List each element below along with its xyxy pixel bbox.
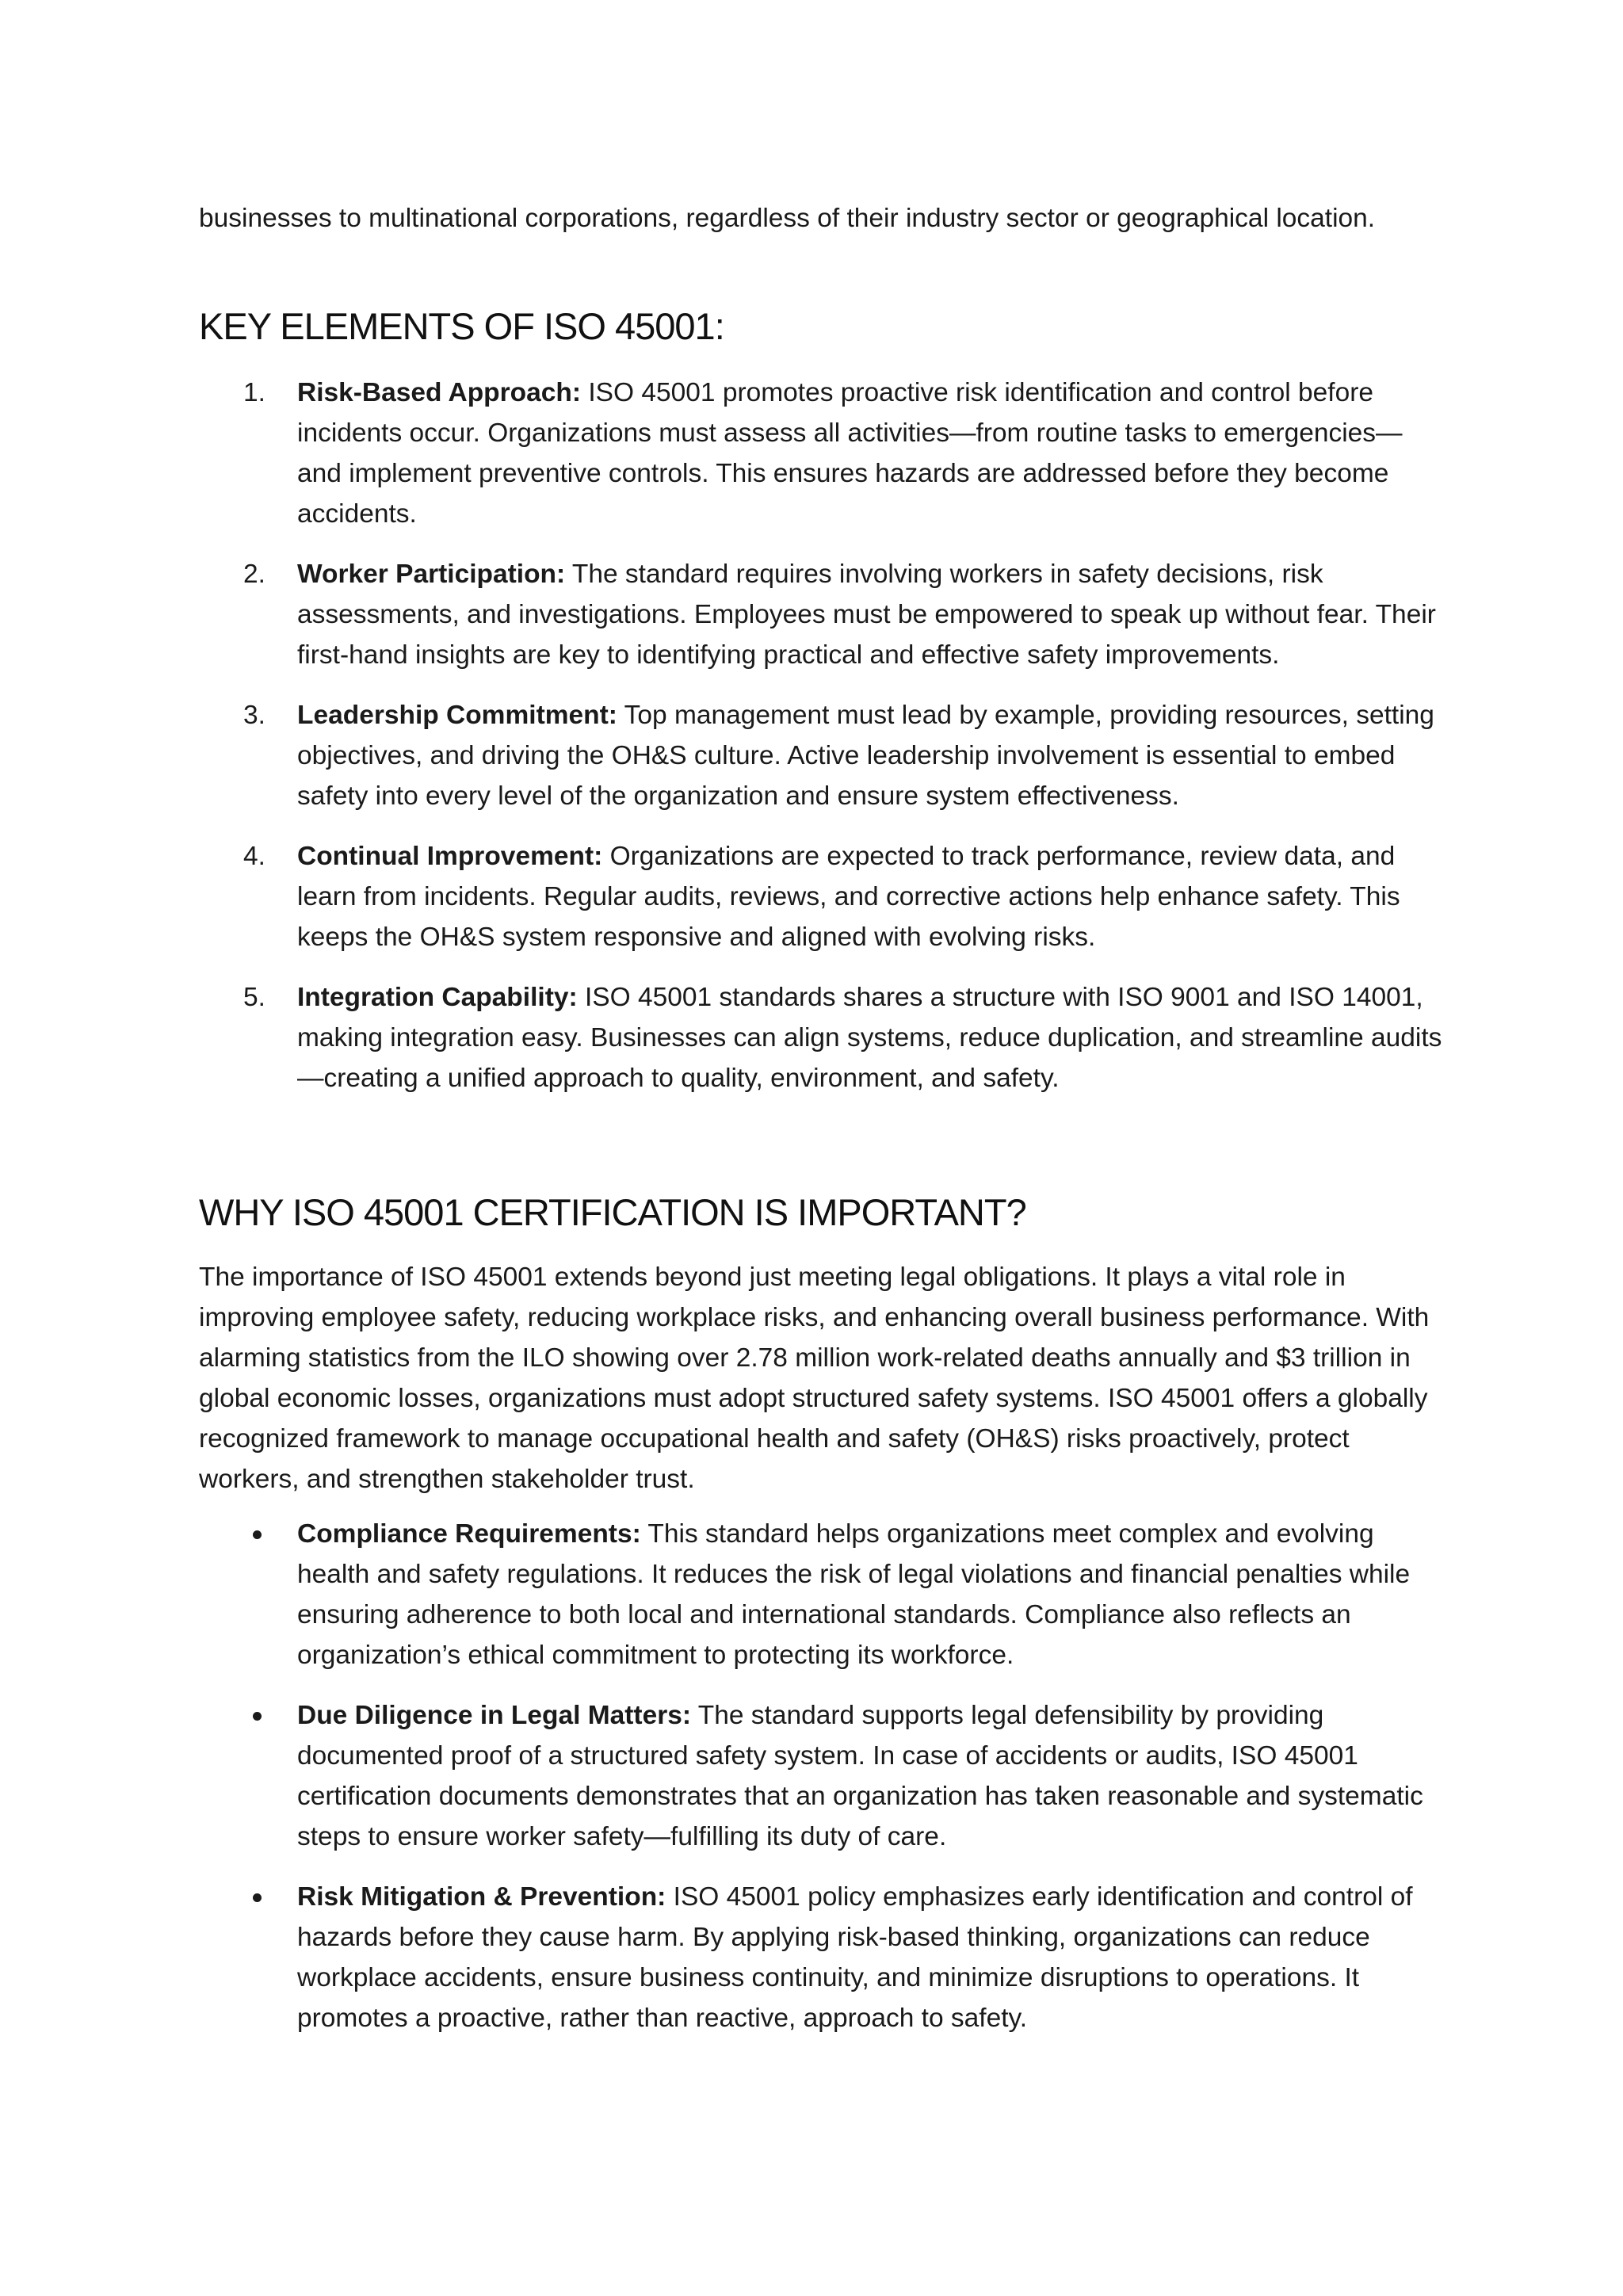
intro-paragraph: businesses to multinational corporations, regardless of their industry sector or geographical location. [199,204,1376,233]
bullet-icon [253,1893,262,1902]
list-number: 4. [243,842,265,871]
item-text: Top management must lead by example, providing resources, setting objectives, and driving the OH&S culture. Active leadership involvement is essential to embed safety into every level of the organization and ensure system effectiveness. [297,701,1434,811]
item-title: Risk-Based Approach: [297,378,582,407]
item-text: The standard supports legal defensibility by providing documented proof of a structured safety system. In case of accidents or audits, ISO 45001 certification documents demonstrates that an organization has taken reasonable and systematic steps to ensure worker safety—fulfilling its duty of care. [297,1701,1423,1851]
item-title: Integration Capability: [297,983,578,1012]
key-element-item [199,372,1443,534]
key-element-item [199,554,1443,675]
item-text: The standard requires involving workers in safety decisions, risk assessments, and investigations. Employees must be empowered to speak up without fear. Their first-hand insights are key to identifying practical and effective safety improvements. [297,560,1436,670]
item-title: Leadership Commitment: [297,701,617,730]
key-elements-list [199,372,1443,1118]
bullet-icon [253,1530,262,1539]
why-important-paragraph: The importance of ISO 45001 extends beyond just meeting legal obligations. It plays a vital role in improving employee safety, reducing workplace risks, and enhancing overall business performance. With alarming statistics from the ILO showing over 2.78 million work-related deaths annually and $3 trillion in global economic losses, organizations must adopt structured safety systems. ISO 45001 offers a globally recognized framework to manage occupational health and safety (OH&S) risks proactively, protect workers, and strengthen stakeholder trust. [199,1263,1430,1494]
list-number: 3. [243,701,265,730]
bullet-item [199,1514,1443,1675]
list-number: 5. [243,983,265,1012]
item-title: Continual Improvement: [297,842,603,871]
item-title: Due Diligence in Legal Matters: [297,1701,692,1730]
item-title: Compliance Requirements: [297,1519,641,1549]
item-text: ISO 45001 policy emphasizes early identification and control of hazards before they cause harm. By applying risk-based thinking, organizations can reduce workplace accidents, ensure business continuity, and minimize disruptions to operations. It promotes a proactive, rather than reactive, approach to safety. [297,1882,1413,2033]
bullet-icon [253,1712,262,1721]
item-text: ISO 45001 standards shares a structure with ISO 9001 and ISO 14001, making integration easy. Businesses can align systems, reduce duplication, and streamline audits—creating a unified approach to quality, environment, and safety. [297,983,1442,1093]
item-text: This standard helps organizations meet complex and evolving health and safety regulations. It reduces the risk of legal violations and financial penalties while ensuring adherence to both local and international standards. Compliance also reflects an organization’s ethical commitment to protecting its workforce. [297,1519,1411,1670]
why-important-heading: WHY ISO 45001 CERTIFICATION IS IMPORTANT? [199,1191,1026,1233]
item-title: Worker Participation: [297,560,566,589]
item-text: ISO 45001 promotes proactive risk identification and control before incidents occur. Organizations must assess all activities—from routine tasks to emergencies—and implement preventive controls. This ensures hazards are addressed before they become accidents. [297,378,1403,529]
key-elements-heading: KEY ELEMENTS OF ISO 45001: [199,305,724,347]
key-element-item [199,977,1443,1098]
key-element-item [199,695,1443,816]
key-element-item [199,836,1443,957]
item-title: Risk Mitigation & Prevention: [297,1882,666,1912]
bullet-item [199,1877,1443,2038]
list-number: 2. [243,560,265,589]
item-text: Organizations are expected to track performance, review data, and learn from incidents. Regular audits, reviews, and corrective actions help enhance safety. This keeps the OH&S system responsive and aligned with evolving risks. [297,842,1400,952]
bullet-item [199,1695,1443,1857]
why-important-list [199,1514,1443,2058]
list-number: 1. [243,378,265,407]
